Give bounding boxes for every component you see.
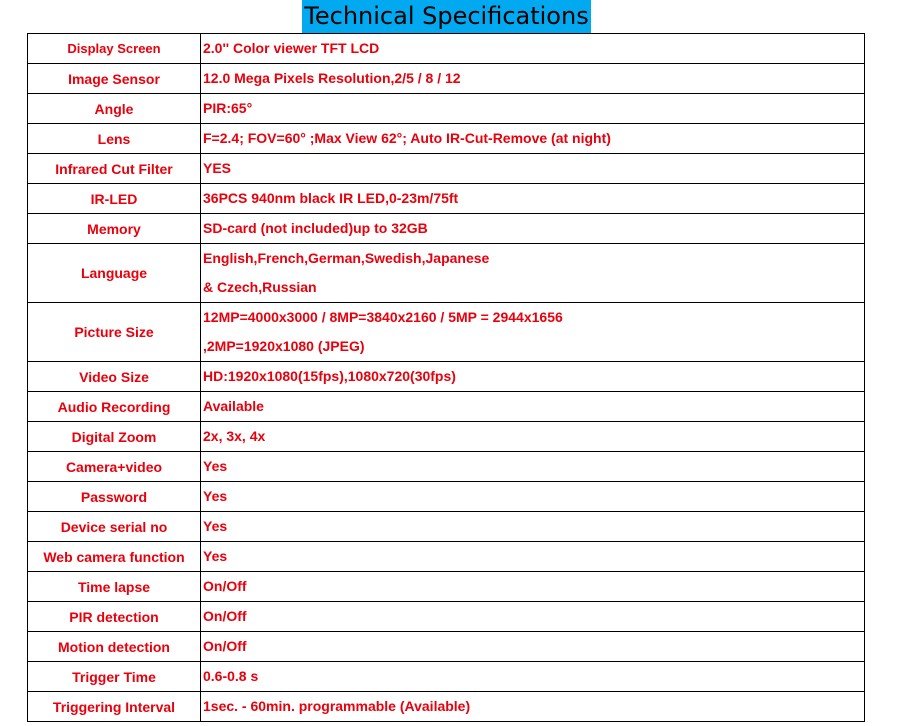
spec-value-line: Yes <box>203 548 228 564</box>
spec-value <box>201 64 865 94</box>
table-row <box>28 482 865 512</box>
spec-value-line: On/Off <box>203 638 247 654</box>
spec-value-line: Available <box>203 398 264 414</box>
spec-label: Lens <box>28 124 201 154</box>
spec-label: Video Size <box>28 362 201 392</box>
spec-value-line: SD-card (not included)up to 32GB <box>203 220 428 236</box>
spec-label: Digital Zoom <box>28 422 201 452</box>
spec-value-line: 12.0 Mega Pixels Resolution,2/5 / 8 / 12 <box>203 70 461 86</box>
spec-value <box>201 542 865 572</box>
spec-label: Language <box>28 244 201 303</box>
spec-label: Picture Size <box>28 303 201 362</box>
spec-value-line: On/Off <box>203 578 247 594</box>
table-row <box>28 184 865 214</box>
spec-value <box>201 303 865 362</box>
table-row <box>28 64 865 94</box>
spec-label: Audio Recording <box>28 392 201 422</box>
spec-value-line: 36PCS 940nm black IR LED,0-23m/75ft <box>203 190 459 206</box>
spec-label: Camera+video <box>28 452 201 482</box>
spec-label: Password <box>28 482 201 512</box>
spec-value <box>201 392 865 422</box>
table-row <box>28 662 865 692</box>
spec-label: Image Sensor <box>28 64 201 94</box>
spec-value-line: 12MP=4000x3000 / 8MP=3840x2160 / 5MP = 2944x1656 <box>203 309 563 325</box>
table-row <box>28 303 865 362</box>
spec-value-line: Yes <box>203 488 228 504</box>
spec-label: Device serial no <box>28 512 201 542</box>
spec-value-line: YES <box>203 160 232 176</box>
page-title: Technical Specifications <box>302 0 590 33</box>
spec-value <box>201 34 865 64</box>
spec-label: Angle <box>28 94 201 124</box>
spec-label: Motion detection <box>28 632 201 662</box>
spec-value-line: 2.0'' Color viewer TFT LCD <box>203 40 380 56</box>
spec-value <box>201 214 865 244</box>
spec-value <box>201 94 865 124</box>
table-row <box>28 692 865 722</box>
table-row <box>28 452 865 482</box>
table-row <box>28 572 865 602</box>
spec-label: Infrared Cut Filter <box>28 154 201 184</box>
spec-label: IR-LED <box>28 184 201 214</box>
spec-value-line: On/Off <box>203 608 247 624</box>
spec-value <box>201 452 865 482</box>
title-bar <box>0 0 897 33</box>
spec-value-line: 1sec. - 60min. programmable (Available) <box>203 698 471 714</box>
table-row <box>28 124 865 154</box>
spec-value-line: HD:1920x1080(15fps),1080x720(30fps) <box>203 368 456 384</box>
spec-value <box>201 482 865 512</box>
spec-value-line: 0.6-0.8 s <box>203 668 259 684</box>
spec-value-line: & Czech,Russian <box>203 279 317 295</box>
spec-label: Memory <box>28 214 201 244</box>
table-row <box>28 632 865 662</box>
spec-value <box>201 244 865 303</box>
table-row <box>28 94 865 124</box>
table-row <box>28 34 865 64</box>
spec-label: Display Screen <box>28 34 201 64</box>
spec-value-line: ,2MP=1920x1080 (JPEG) <box>203 338 365 354</box>
table-row <box>28 244 865 303</box>
table-row <box>28 602 865 632</box>
spec-label: Web camera function <box>28 542 201 572</box>
spec-value <box>201 602 865 632</box>
spec-label: Triggering Interval <box>28 692 201 722</box>
table-row <box>28 512 865 542</box>
spec-value <box>201 662 865 692</box>
spec-value-line: F=2.4; FOV=60° ;Max View 62°; Auto IR-Cut-Remove (at night) <box>203 130 611 146</box>
spec-value <box>201 154 865 184</box>
table-row <box>28 362 865 392</box>
spec-value <box>201 362 865 392</box>
spec-value <box>201 512 865 542</box>
spec-value <box>201 422 865 452</box>
spec-value <box>201 632 865 662</box>
table-row <box>28 542 865 572</box>
spec-label: Trigger Time <box>28 662 201 692</box>
spec-label: Time lapse <box>28 572 201 602</box>
spec-table-body <box>28 34 865 722</box>
table-row <box>28 154 865 184</box>
spec-value <box>201 124 865 154</box>
spec-value <box>201 572 865 602</box>
spec-value <box>201 692 865 722</box>
spec-value <box>201 184 865 214</box>
spec-value-line: 2x, 3x, 4x <box>203 428 266 444</box>
table-row <box>28 392 865 422</box>
table-row <box>28 214 865 244</box>
spec-value-line: English,French,German,Swedish,Japanese <box>203 250 490 266</box>
spec-value-line: Yes <box>203 518 228 534</box>
table-row <box>28 422 865 452</box>
spec-value-line: Yes <box>203 458 228 474</box>
spec-value-line: PIR:65° <box>203 100 253 116</box>
spec-table <box>27 33 865 722</box>
spec-label: PIR detection <box>28 602 201 632</box>
